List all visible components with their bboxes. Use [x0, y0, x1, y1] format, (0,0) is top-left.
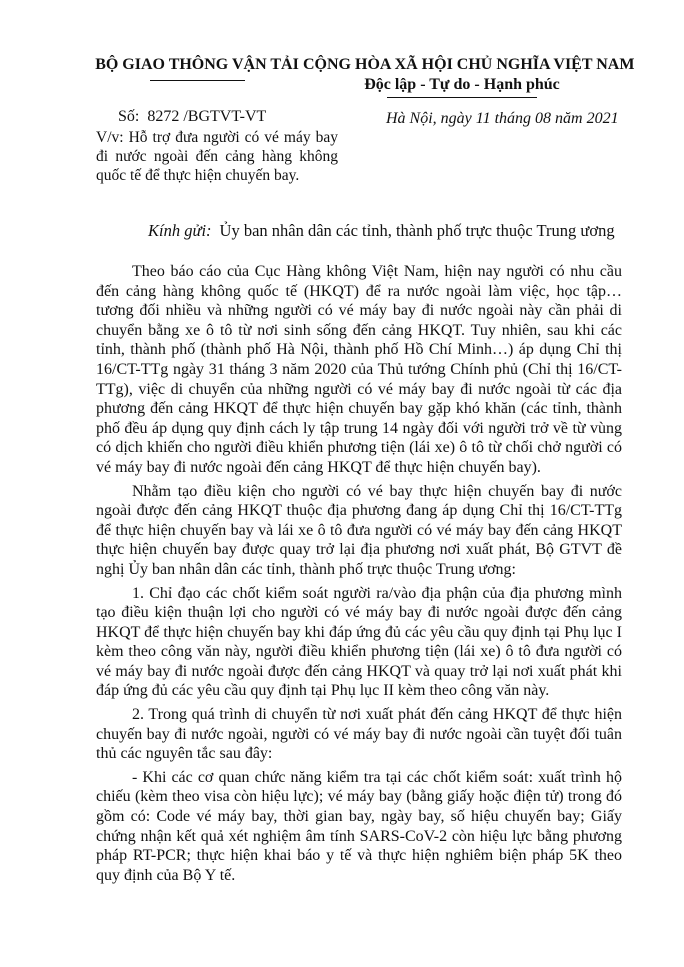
- body-paragraph: Nhằm tạo điều kiện cho người có vé bay thực hiện chuyến bay đi nước ngoài được đến cảng HKQT thuộc địa phương đang áp dụng Chỉ thị 16/CT-TTg để thực hiện chuyến bay và lái xe ô tô đưa người có vé máy bay đến cảng HKQT thực hiện chuyến bay được quay trở lại địa phương nơi xuất phát, Bộ GTVT đề nghị Ủy ban nhân dân các tỉnh, thành phố trực thuộc Trung ương:: [96, 482, 622, 578]
- greeting-recipient: Ủy ban nhân dân các tỉnh, thành phố trực thuộc Trung ương: [219, 221, 615, 240]
- document-number-value: 8272: [147, 108, 180, 125]
- document-subject: V/v: Hỗ trợ đưa người có vé máy bay đi nước ngoài đến cảng hàng không quốc tế để thực hiện chuyến bay.: [96, 129, 338, 184]
- place-date: Hà Nội, ngày 11 tháng 08 năm 2021: [386, 110, 619, 127]
- motto-underline: [387, 97, 537, 98]
- document-number-label: Số:: [118, 108, 140, 125]
- body-paragraph: Theo báo cáo của Cục Hàng không Việt Nam, hiện nay người có nhu cầu đến cảng hàng không quốc tế (HKQT) để ra nước ngoài làm việc, học tập… tương đối nhiều và những người có vé máy bay đi nước ngoài này cần phải di chuyển bằng xe ô tô từ nơi sinh sống đến cảng HKQT. Tuy nhiên, sau khi các tỉnh, thành phố (thành phố Hà Nội, thành phố Hồ Chí Minh…) áp dụng Chỉ thị 16/CT-TTg ngày 31 tháng 3 năm 2020 của Thủ tướng Chính phủ (Chỉ thị 16/CT-TTg), việc di chuyển của những người có vé máy bay đi nước ngoài từ các địa phương đến cảng HKQT để thực hiện chuyến bay gặp khó khăn (các tỉnh, thành phố đều áp dụng quy định cách ly tập trung 14 ngày đối với người trở về từ vùng có dịch khiến cho người điều khiển phương tiện (lái xe) ô tô từ chối chở người có vé máy bay đi nước ngoài đến cảng HKQT để thực hiện chuyến bay).: [96, 263, 622, 476]
- body-paragraph: 2. Trong quá trình di chuyển từ nơi xuất phát đến cảng HKQT để thực hiện chuyến bay đi nước ngoài, người có vé máy bay đi nước ngoài cần tuyệt đối tuân thủ các nguyên tắc sau đây:: [96, 706, 622, 763]
- document-number: [118, 108, 266, 126]
- agency-underline: [150, 80, 245, 81]
- country-name: CỘNG HÒA XÃ HỘI CHỦ NGHĨA VIỆT NAM: [303, 56, 635, 73]
- national-motto: Độc lập - Tự do - Hạnh phúc: [364, 76, 560, 93]
- greeting: [148, 221, 615, 241]
- body-paragraph: - Khi các cơ quan chức năng kiểm tra tại các chốt kiểm soát: xuất trình hộ chiếu (kèm theo visa còn hiệu lực); vé máy bay (bằng giấy hoặc điện tử) trong đó gồm có: Code vé máy bay, thời gian bay, ngày bay, số hiệu chuyến bay; Giấy chứng nhận kết quả xét nghiệm âm tính SARS-CoV-2 còn hiệu lực bằng phương pháp RT-PCR; thực hiện khai báo y tế và thực hiện nghiêm biện pháp 5K theo quy định của Bộ Y tế.: [96, 768, 622, 884]
- body-paragraph: 1. Chỉ đạo các chốt kiểm soát người ra/vào địa phận của địa phương mình tạo điều kiện thuận lợi cho người có vé máy bay đi nước ngoài được đến cảng HKQT để thực hiện chuyến bay khi đáp ứng đủ các yêu cầu quy định tại Phụ lục I kèm theo công văn này, người điều khiển phương tiện (lái xe) ô tô đưa người có vé máy bay đi nước ngoài được đến cảng HKQT và quay trở lại nơi xuất phát khi đáp ứng đủ các yêu cầu quy định tại Phụ lục II kèm theo công văn này.: [96, 584, 622, 700]
- document-number-suffix: /BGTVT-VT: [183, 108, 267, 125]
- national-header: [303, 56, 635, 98]
- greeting-label: Kính gửi:: [148, 221, 212, 240]
- document-body: [96, 262, 622, 889]
- agency-header: [92, 56, 302, 81]
- agency-name: BỘ GIAO THÔNG VẬN TẢI: [95, 56, 299, 73]
